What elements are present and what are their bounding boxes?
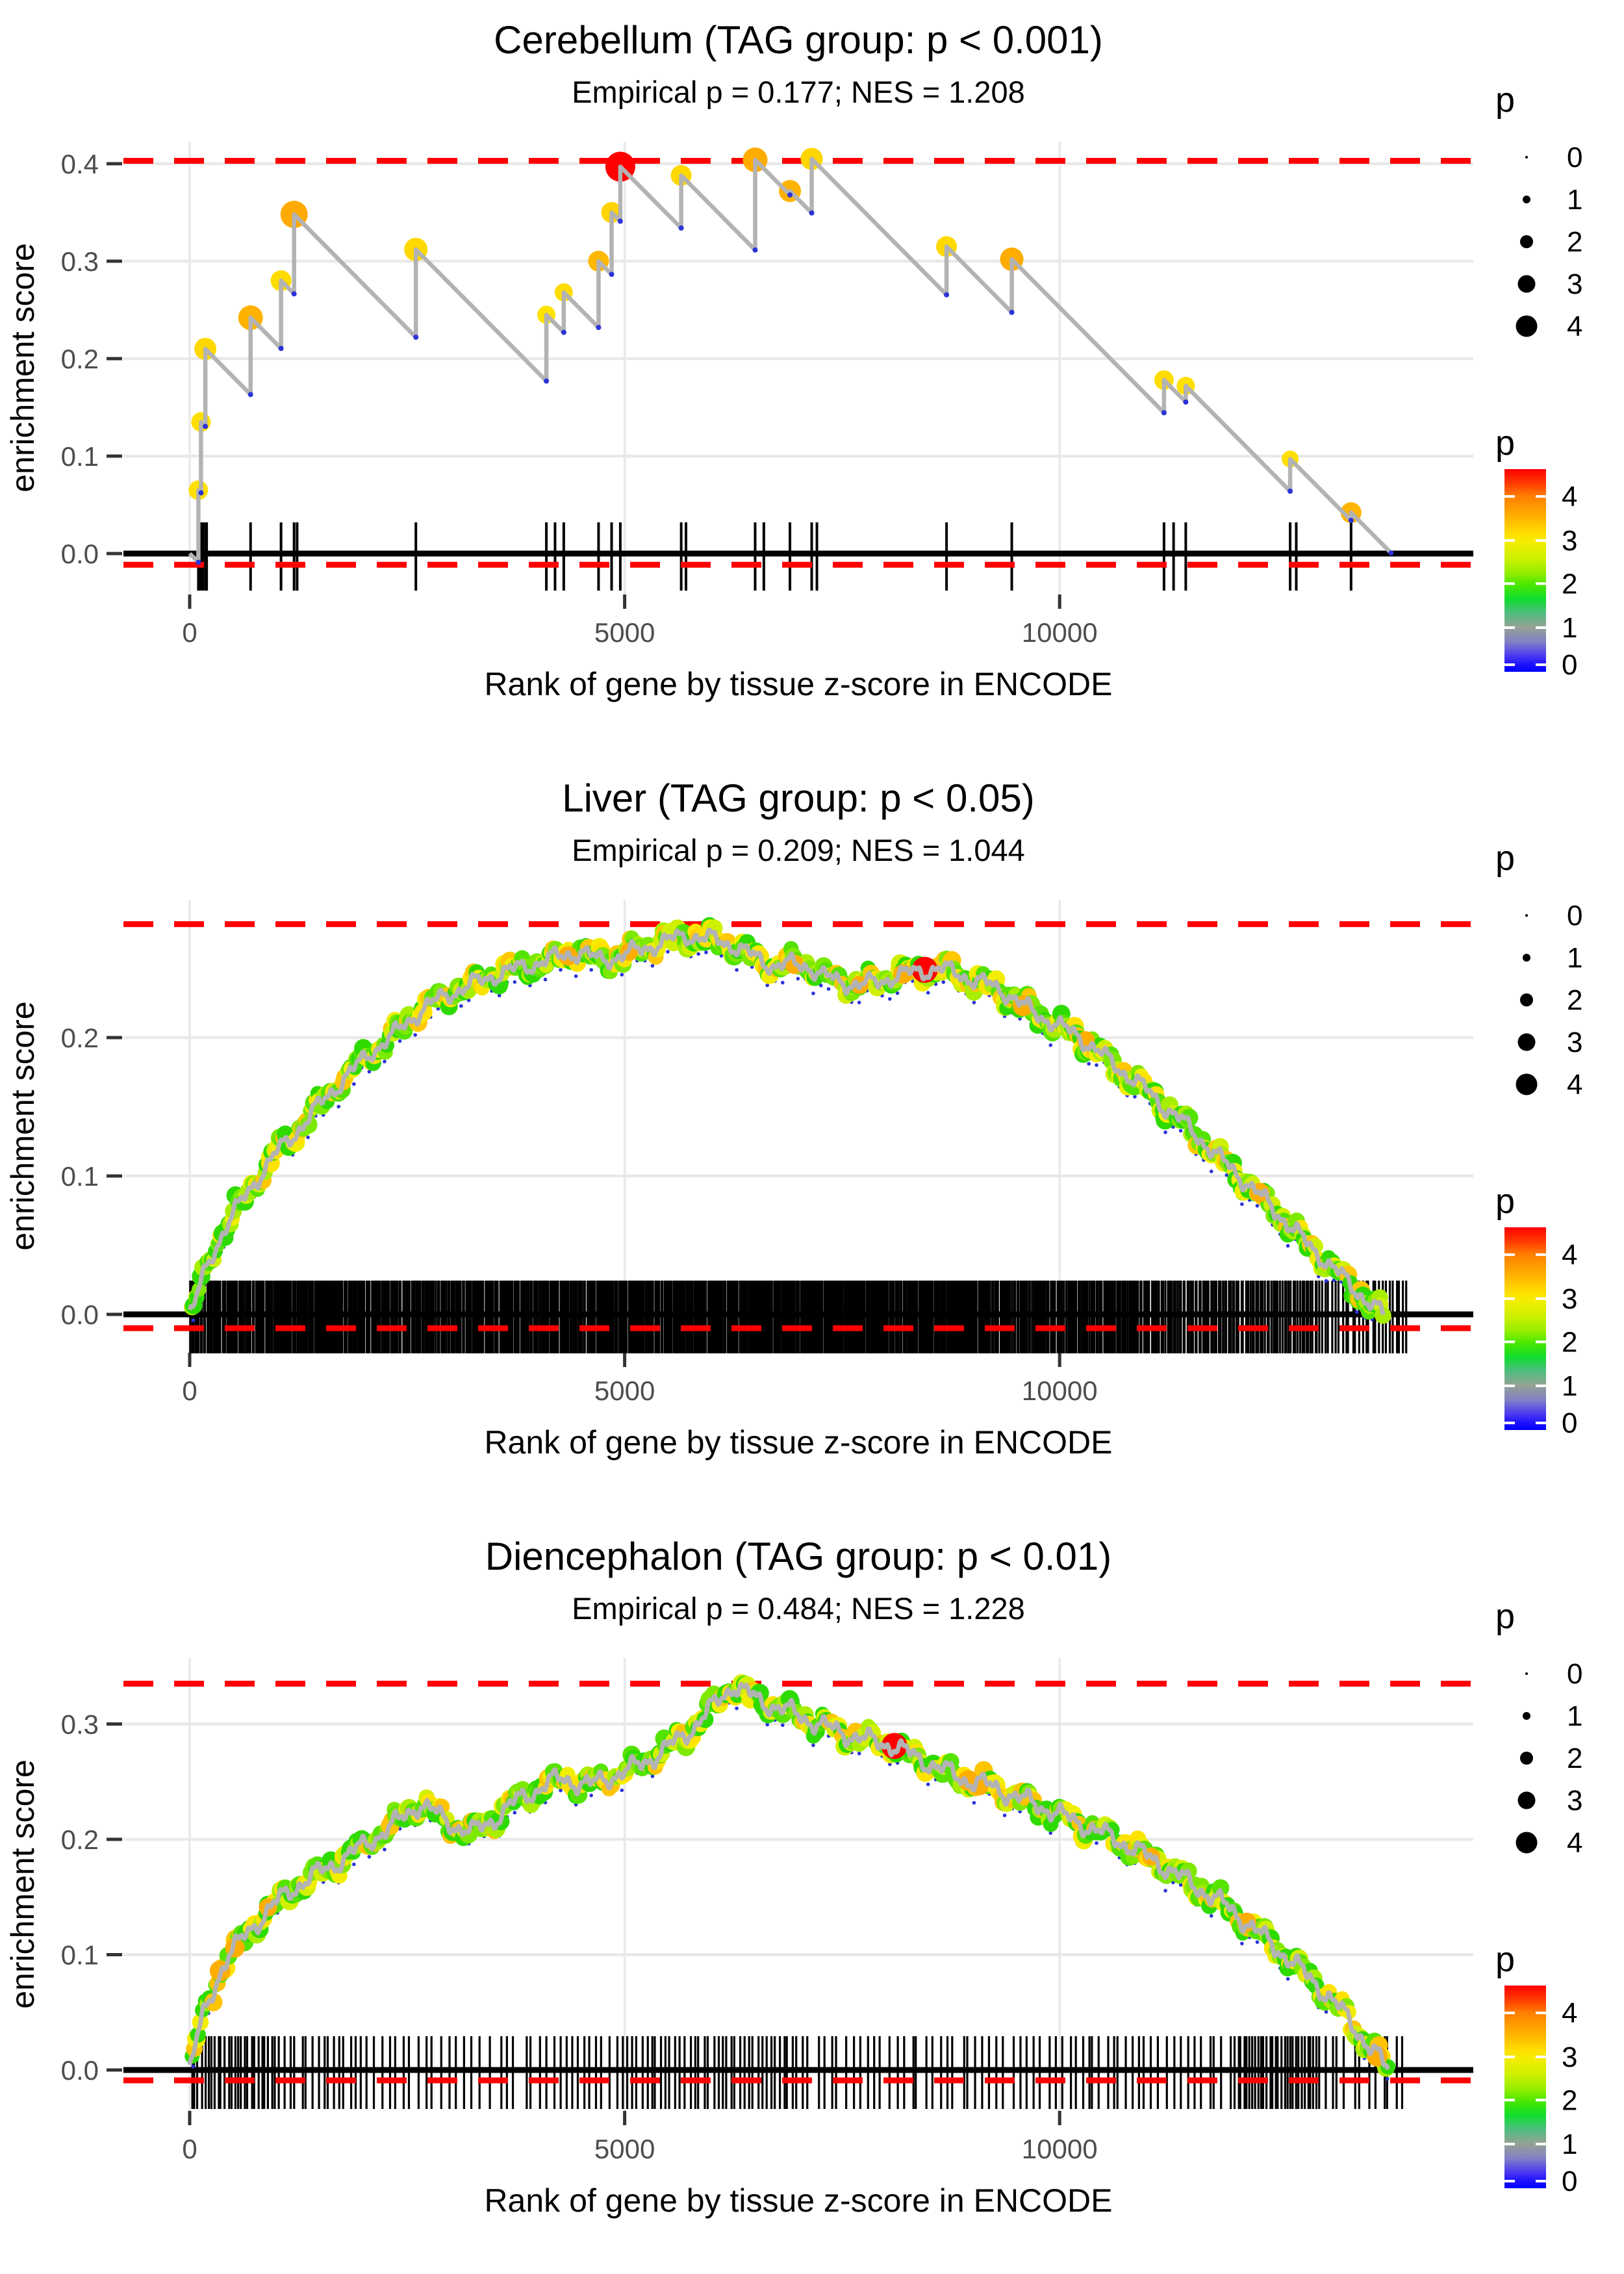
size-legend-label: 1 xyxy=(1567,184,1583,216)
color-legend-label: 2 xyxy=(1562,568,1578,600)
size-legend-label: 4 xyxy=(1567,1827,1583,1859)
legend-layer xyxy=(1504,142,1582,681)
trough-dot xyxy=(811,991,815,995)
y-axis-label: enrichment score xyxy=(5,243,41,492)
y-tick-label: 0.1 xyxy=(60,1161,99,1192)
trough-dot xyxy=(972,1001,976,1004)
trough-dot xyxy=(1288,489,1293,494)
y-tick-label: 0.2 xyxy=(60,344,99,374)
trough-dot xyxy=(735,1707,739,1711)
trough-dot xyxy=(1163,1131,1167,1134)
color-legend-label: 0 xyxy=(1562,2165,1578,2198)
trough-dot xyxy=(513,980,517,984)
trough-dot xyxy=(1286,1977,1290,1981)
panel-cerebellum-chart xyxy=(0,0,1624,758)
x-tick-label: 5000 xyxy=(594,1375,655,1406)
enrichment-curve xyxy=(190,930,1383,1315)
trough-dot xyxy=(398,1039,402,1043)
trough-dot xyxy=(279,346,284,351)
size-legend-title: p xyxy=(1495,839,1516,878)
trough-dot xyxy=(383,1060,387,1064)
trough-dot xyxy=(666,950,670,954)
curve-layer xyxy=(184,1674,1395,2081)
trough-dot xyxy=(413,1033,417,1037)
trough-dot xyxy=(857,1752,861,1756)
y-tick-label: 0.2 xyxy=(60,1824,99,1855)
trough-dot xyxy=(857,1001,861,1004)
panel-diencephalon-chart xyxy=(0,1516,1624,2274)
size-legend-dot xyxy=(1516,316,1538,337)
size-legend-label: 4 xyxy=(1567,311,1583,342)
trough-dot xyxy=(787,192,793,198)
trough-dot xyxy=(292,291,297,296)
size-legend-dot xyxy=(1520,1752,1533,1765)
trough-dot xyxy=(1256,1940,1260,1944)
trough-dot xyxy=(811,1743,815,1747)
x-tick-label: 0 xyxy=(182,2134,197,2164)
size-legend-dot xyxy=(1518,1792,1536,1809)
trough-dot xyxy=(888,997,892,1001)
trough-dot xyxy=(696,952,700,956)
panel-subtitle: Empirical p = 0.484; NES = 1.228 xyxy=(572,1591,1025,1626)
trough-dot xyxy=(413,335,418,340)
size-legend-label: 2 xyxy=(1567,226,1583,258)
threshold-lines-layer xyxy=(123,1683,1473,2080)
y-tick-label: 0.0 xyxy=(60,539,99,569)
trough-dot xyxy=(559,968,563,972)
size-legend-dot xyxy=(1525,156,1528,159)
trough-dot xyxy=(352,1863,356,1867)
x-axis-label: Rank of gene by tissue z-score in ENCODE xyxy=(484,2182,1113,2219)
y-tick-label: 0.1 xyxy=(60,441,99,472)
x-tick-label: 5000 xyxy=(594,617,655,648)
size-legend-label: 0 xyxy=(1567,1658,1583,1690)
trough-dot xyxy=(781,981,785,985)
trough-dot xyxy=(796,977,800,981)
trough-dot xyxy=(1183,400,1188,405)
color-legend-label: 2 xyxy=(1562,2084,1578,2117)
color-legend-label: 0 xyxy=(1562,1407,1578,1440)
trough-dot xyxy=(1161,410,1167,415)
trough-dot xyxy=(1325,2010,1328,2014)
trough-dot xyxy=(248,392,253,397)
trough-dot xyxy=(1179,1129,1183,1133)
trough-dot xyxy=(198,491,203,496)
color-legend-label: 4 xyxy=(1562,1239,1578,1271)
trough-dot xyxy=(574,975,578,978)
size-legend-label: 1 xyxy=(1567,942,1583,974)
panel-subtitle: Empirical p = 0.209; NES = 1.044 xyxy=(572,833,1025,867)
size-legend-dot xyxy=(1516,1832,1538,1854)
y-tick-label: 0.0 xyxy=(60,1299,99,1330)
x-tick-label: 0 xyxy=(182,617,197,648)
trough-dot xyxy=(1048,1043,1052,1047)
size-legend-dot xyxy=(1518,275,1536,293)
color-legend-bar xyxy=(1504,469,1546,672)
legend-layer xyxy=(1504,900,1582,1439)
trough-dot xyxy=(926,1783,930,1787)
trough-dot xyxy=(972,1801,976,1805)
size-legend-dot xyxy=(1523,196,1530,203)
color-legend-bar xyxy=(1504,1986,1546,2188)
trough-dot xyxy=(765,1723,769,1727)
x-tick-label: 5000 xyxy=(594,2134,655,2164)
panel-liver-chart xyxy=(0,758,1624,1516)
y-axis-label: enrichment score xyxy=(5,1759,41,2009)
size-legend-dot xyxy=(1523,1712,1530,1720)
color-legend-label: 3 xyxy=(1562,2041,1578,2073)
x-tick-label: 10000 xyxy=(1021,617,1098,648)
size-legend-label: 0 xyxy=(1567,900,1583,932)
size-legend-label: 2 xyxy=(1567,984,1583,1016)
curve-layer xyxy=(184,917,1391,1324)
trough-dot xyxy=(589,968,593,972)
size-legend-label: 4 xyxy=(1567,1069,1583,1101)
trough-dot xyxy=(752,248,757,253)
trough-dot xyxy=(1095,1064,1098,1067)
enrichment-curve xyxy=(190,1684,1388,2069)
size-legend-dot xyxy=(1520,993,1533,1006)
trough-dot xyxy=(704,951,708,954)
trough-dot xyxy=(827,987,831,991)
trough-dot xyxy=(1210,1914,1213,1918)
curve-layer xyxy=(188,147,1393,565)
cerebellum-generated-layers xyxy=(61,142,1583,681)
color-legend-label: 4 xyxy=(1562,1997,1578,2030)
trough-dot xyxy=(735,968,739,972)
axis-layer xyxy=(61,149,1098,648)
trough-dot xyxy=(781,1723,785,1727)
y-tick-label: 0.0 xyxy=(60,2055,99,2086)
panel-title: Liver (TAG group: p < 0.05) xyxy=(562,776,1035,820)
legend-layer xyxy=(1504,1658,1582,2197)
trough-dot xyxy=(1386,2077,1389,2081)
size-legend-label: 2 xyxy=(1567,1743,1583,1774)
color-legend-label: 1 xyxy=(1562,1370,1578,1402)
trough-dot xyxy=(196,560,201,565)
trough-dot xyxy=(1355,1310,1359,1314)
trough-dot xyxy=(679,225,684,231)
y-tick-label: 0.1 xyxy=(60,1939,99,1971)
color-legend-label: 2 xyxy=(1562,1326,1578,1359)
trough-dot xyxy=(1240,1942,1244,1946)
color-legend-title: p xyxy=(1495,1940,1516,1979)
y-tick-label: 0.3 xyxy=(60,246,99,277)
color-legend-label: 1 xyxy=(1562,611,1578,644)
x-tick-label: 10000 xyxy=(1021,1375,1098,1406)
trough-dot xyxy=(1388,550,1393,556)
color-legend-label: 4 xyxy=(1562,481,1578,513)
x-axis-label: Rank of gene by tissue z-score in ENCODE xyxy=(484,666,1113,702)
trough-dot xyxy=(809,211,815,216)
panel-title: Diencephalon (TAG group: p < 0.01) xyxy=(485,1535,1112,1578)
size-legend-label: 3 xyxy=(1567,268,1583,300)
panel-title: Cerebellum (TAG group: p < 0.001) xyxy=(494,18,1103,62)
trough-dot xyxy=(618,219,623,224)
trough-dot xyxy=(1349,518,1354,523)
color-legend-label: 0 xyxy=(1562,649,1578,682)
trough-dot xyxy=(1133,1095,1137,1099)
trough-dot xyxy=(1286,1244,1290,1248)
enrichment-curve xyxy=(190,159,1391,563)
trough-dot xyxy=(1163,1889,1167,1893)
trough-dot xyxy=(336,1105,340,1108)
trough-dot xyxy=(513,1811,517,1815)
liver-generated-layers xyxy=(61,900,1583,1439)
size-legend-label: 3 xyxy=(1567,1027,1583,1058)
trough-dot xyxy=(561,330,566,335)
y-tick-label: 0.3 xyxy=(60,1709,99,1740)
size-legend-label: 0 xyxy=(1567,142,1583,173)
rug-layer xyxy=(192,2036,1402,2109)
x-tick-label: 0 xyxy=(182,1375,197,1406)
color-legend-bar xyxy=(1504,1227,1546,1430)
trough-dot xyxy=(368,1855,372,1859)
trough-dot xyxy=(944,292,949,298)
size-legend-dot xyxy=(1518,1034,1536,1051)
trough-dot xyxy=(609,272,615,277)
trough-dot xyxy=(1095,1841,1098,1845)
trough-dot xyxy=(192,1318,196,1322)
color-legend-label: 3 xyxy=(1562,524,1578,557)
x-axis-label: Rank of gene by tissue z-score in ENCODE xyxy=(484,1424,1113,1461)
trough-dot xyxy=(620,973,624,977)
threshold-lines-layer xyxy=(123,924,1473,1328)
y-tick-label: 0.2 xyxy=(60,1023,99,1053)
y-tick-label: 0.4 xyxy=(60,149,99,179)
size-legend-dot xyxy=(1520,235,1533,248)
trough-dot xyxy=(589,1794,593,1798)
trough-dot xyxy=(544,379,549,384)
size-legend-title: p xyxy=(1495,1597,1516,1636)
size-legend-title: p xyxy=(1495,81,1516,120)
color-legend-title: p xyxy=(1495,424,1516,463)
trough-dot xyxy=(926,991,930,995)
x-tick-label: 10000 xyxy=(1021,2134,1098,2164)
grid-layer xyxy=(123,142,1473,594)
trough-dot xyxy=(544,978,548,982)
trough-dot xyxy=(620,1789,624,1793)
trough-dot xyxy=(459,1004,463,1008)
trough-dot xyxy=(1210,1169,1213,1173)
trough-dot xyxy=(383,1848,387,1852)
trough-dot xyxy=(352,1082,356,1086)
trough-dot xyxy=(1087,1062,1091,1066)
threshold-lines-layer xyxy=(123,161,1473,565)
trough-dot xyxy=(941,980,945,984)
trough-dot xyxy=(651,964,655,968)
trough-dot xyxy=(192,2065,196,2069)
color-legend-label: 3 xyxy=(1562,1283,1578,1315)
color-legend-label: 1 xyxy=(1562,2128,1578,2160)
trough-dot xyxy=(1003,1813,1007,1817)
size-legend-dot xyxy=(1525,914,1528,917)
size-legend-label: 3 xyxy=(1567,1785,1583,1817)
trough-dot xyxy=(203,424,208,429)
y-axis-label: enrichment score xyxy=(5,1001,41,1251)
size-legend-dot xyxy=(1523,954,1530,962)
rug-layer xyxy=(190,1281,1406,1353)
size-legend-dot xyxy=(1525,1672,1528,1675)
color-legend-title: p xyxy=(1495,1182,1516,1221)
panel-subtitle: Empirical p = 0.177; NES = 1.208 xyxy=(572,75,1025,109)
trough-dot xyxy=(596,325,601,330)
size-legend-label: 1 xyxy=(1567,1700,1583,1732)
trough-dot xyxy=(1009,310,1015,315)
trough-dot xyxy=(1240,1203,1244,1207)
diencephalon-generated-layers xyxy=(61,1658,1583,2197)
trough-dot xyxy=(1325,1279,1328,1283)
size-legend-dot xyxy=(1516,1074,1538,1095)
trough-dot xyxy=(765,984,769,988)
